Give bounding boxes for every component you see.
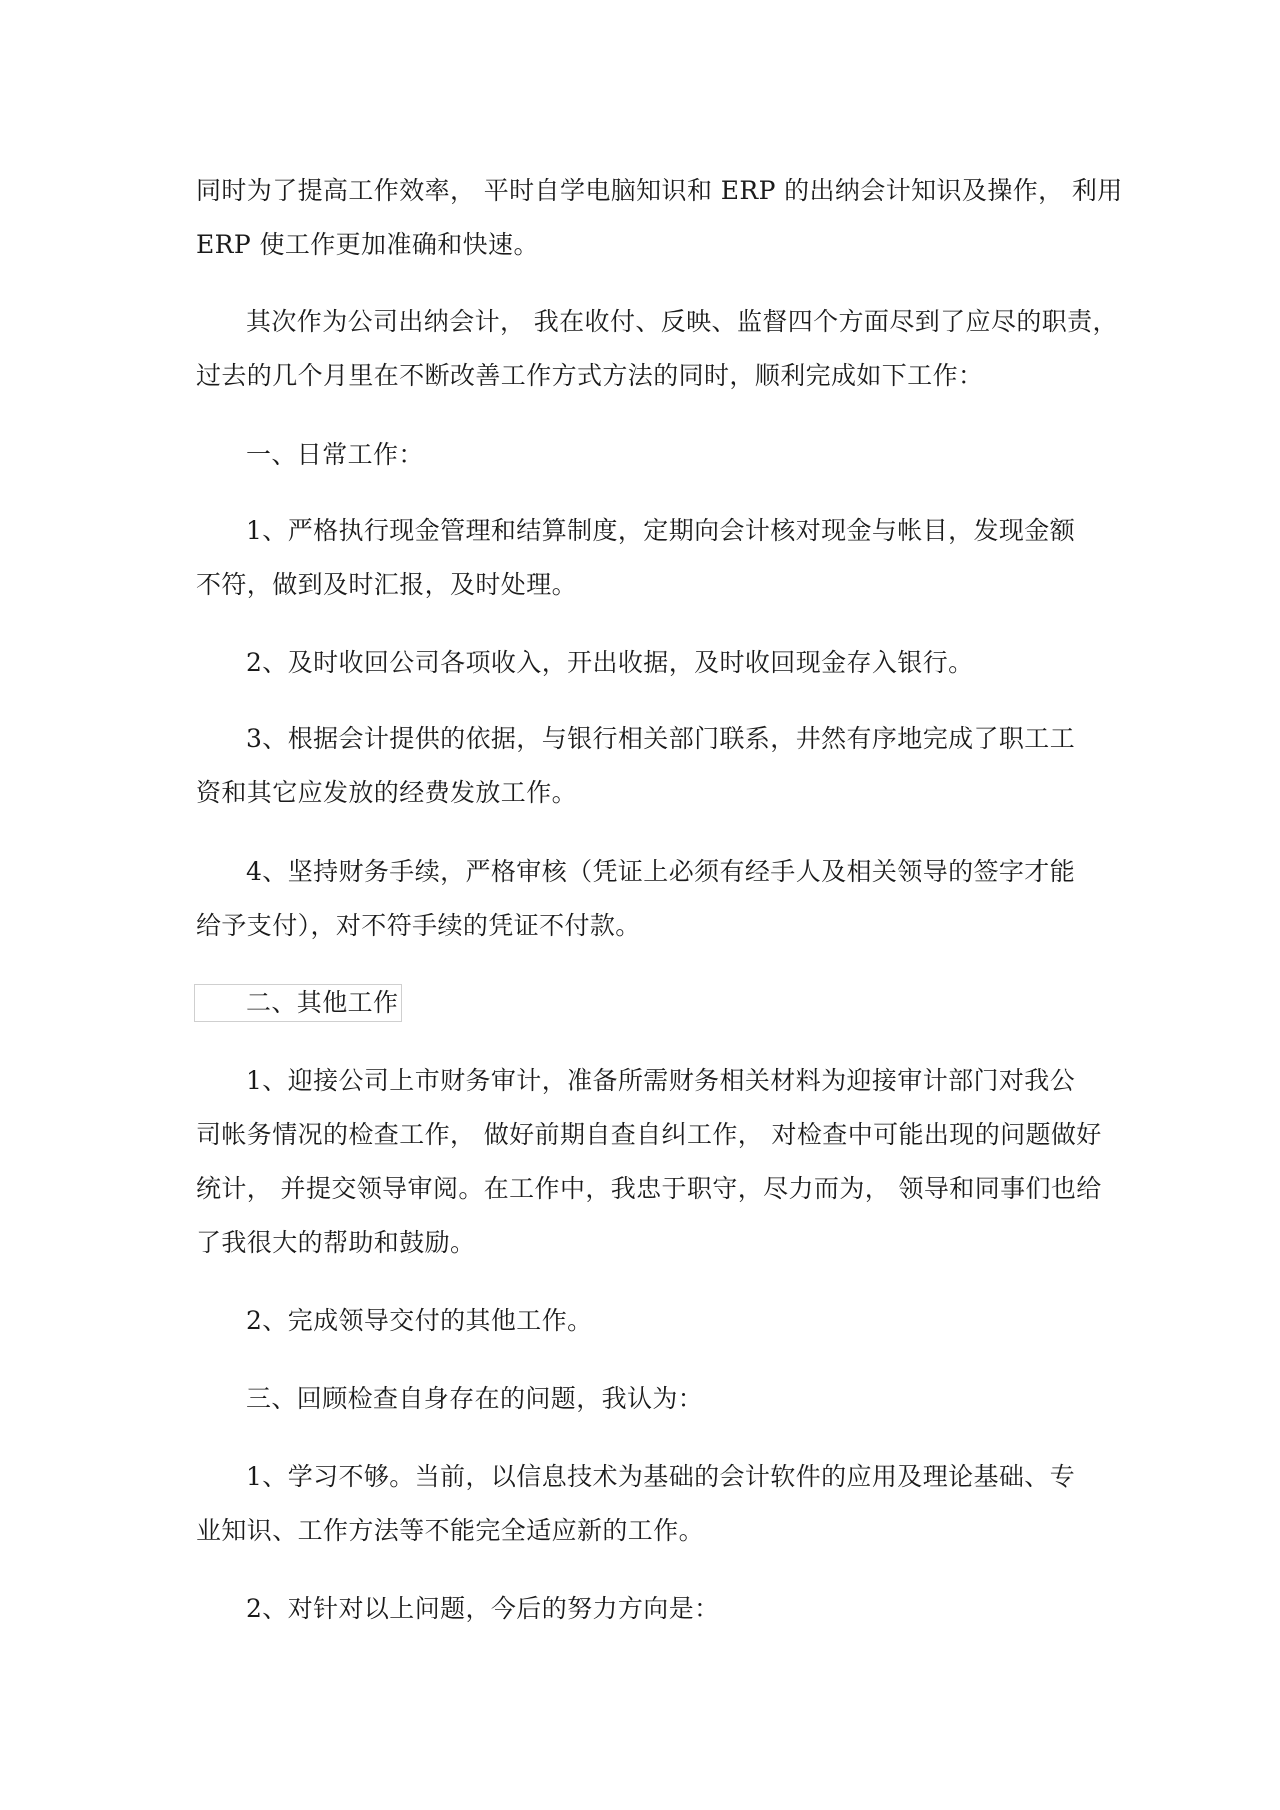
list-item-audit bbox=[196, 1054, 1102, 1270]
paragraph-line: 1、学习不够。当前，以信息技术为基础的会计软件的应用及理论基础、专 bbox=[246, 1462, 1076, 1491]
paragraph-line: 统计， 并提交领导审阅。在工作中，我忠于职守，尽力而为， 领导和同事们也给 bbox=[196, 1174, 1102, 1203]
paragraph-line: 2、完成领导交付的其他工作。 bbox=[246, 1306, 593, 1335]
section-heading-review bbox=[196, 1372, 1092, 1426]
paragraph-line: 业知识、工作方法等不能完全适应新的工作。 bbox=[196, 1516, 705, 1545]
list-item-cash-management bbox=[196, 504, 1092, 612]
list-item-collect-income bbox=[196, 636, 1092, 690]
list-item-insufficient-learning bbox=[196, 1450, 1092, 1558]
list-item-salary-payment bbox=[196, 712, 1092, 820]
list-item-future-direction bbox=[196, 1582, 1092, 1636]
paragraph-line: 过去的几个月里在不断改善工作方式方法的同时，顺利完成如下工作： bbox=[196, 361, 984, 390]
section-heading-other-work: 二、其他工作 bbox=[246, 988, 399, 1017]
heading-text: 一、日常工作： bbox=[246, 440, 424, 469]
paragraph-line: 3、根据会计提供的依据，与银行相关部门联系，井然有序地完成了职工工 bbox=[246, 724, 1076, 753]
paragraph-line: 1、严格执行现金管理和结算制度，定期向会计核对现金与帐目，发现金额 bbox=[246, 516, 1076, 545]
paragraph-line: 2、对针对以上问题，今后的努力方向是： bbox=[246, 1594, 720, 1623]
paragraph-line: ERP 使工作更加准确和快速。 bbox=[196, 230, 539, 259]
heading-text: 三、回顾检查自身存在的问题，我认为： bbox=[246, 1384, 704, 1413]
paragraph-line: 其次作为公司出纳会计， 我在收付、反映、监督四个方面尽到了应尽的职责， bbox=[246, 307, 1118, 336]
paragraph-line: 给予支付），对不符手续的凭证不付款。 bbox=[196, 911, 641, 940]
paragraph-line: 不符，做到及时汇报，及时处理。 bbox=[196, 570, 578, 599]
list-item-financial-procedures bbox=[196, 845, 1092, 953]
paragraph-line: 1、迎接公司上市财务审计，准备所需财务相关材料为迎接审计部门对我公 bbox=[246, 1066, 1076, 1095]
paragraph-line: 司帐务情况的检查工作， 做好前期自查自纠工作， 对检查中可能出现的问题做好 bbox=[196, 1120, 1102, 1149]
list-item-other-tasks bbox=[196, 1294, 1092, 1348]
paragraph-self-study bbox=[196, 164, 1123, 272]
paragraph-line: 了我很大的帮助和鼓励。 bbox=[196, 1228, 476, 1257]
paragraph-cashier-duties bbox=[196, 295, 1118, 403]
paragraph-line: 4、坚持财务手续，严格审核（凭证上必须有经手人及相关领导的签字才能 bbox=[246, 857, 1076, 886]
paragraph-line: 同时为了提高工作效率， 平时自学电脑知识和 ERP 的出纳会计知识及操作， 利用 bbox=[196, 176, 1123, 205]
paragraph-line: 资和其它应发放的经费发放工作。 bbox=[196, 778, 578, 807]
section-heading-daily-work bbox=[196, 428, 1092, 482]
paragraph-line: 2、及时收回公司各项收入，开出收据，及时收回现金存入银行。 bbox=[246, 648, 974, 677]
